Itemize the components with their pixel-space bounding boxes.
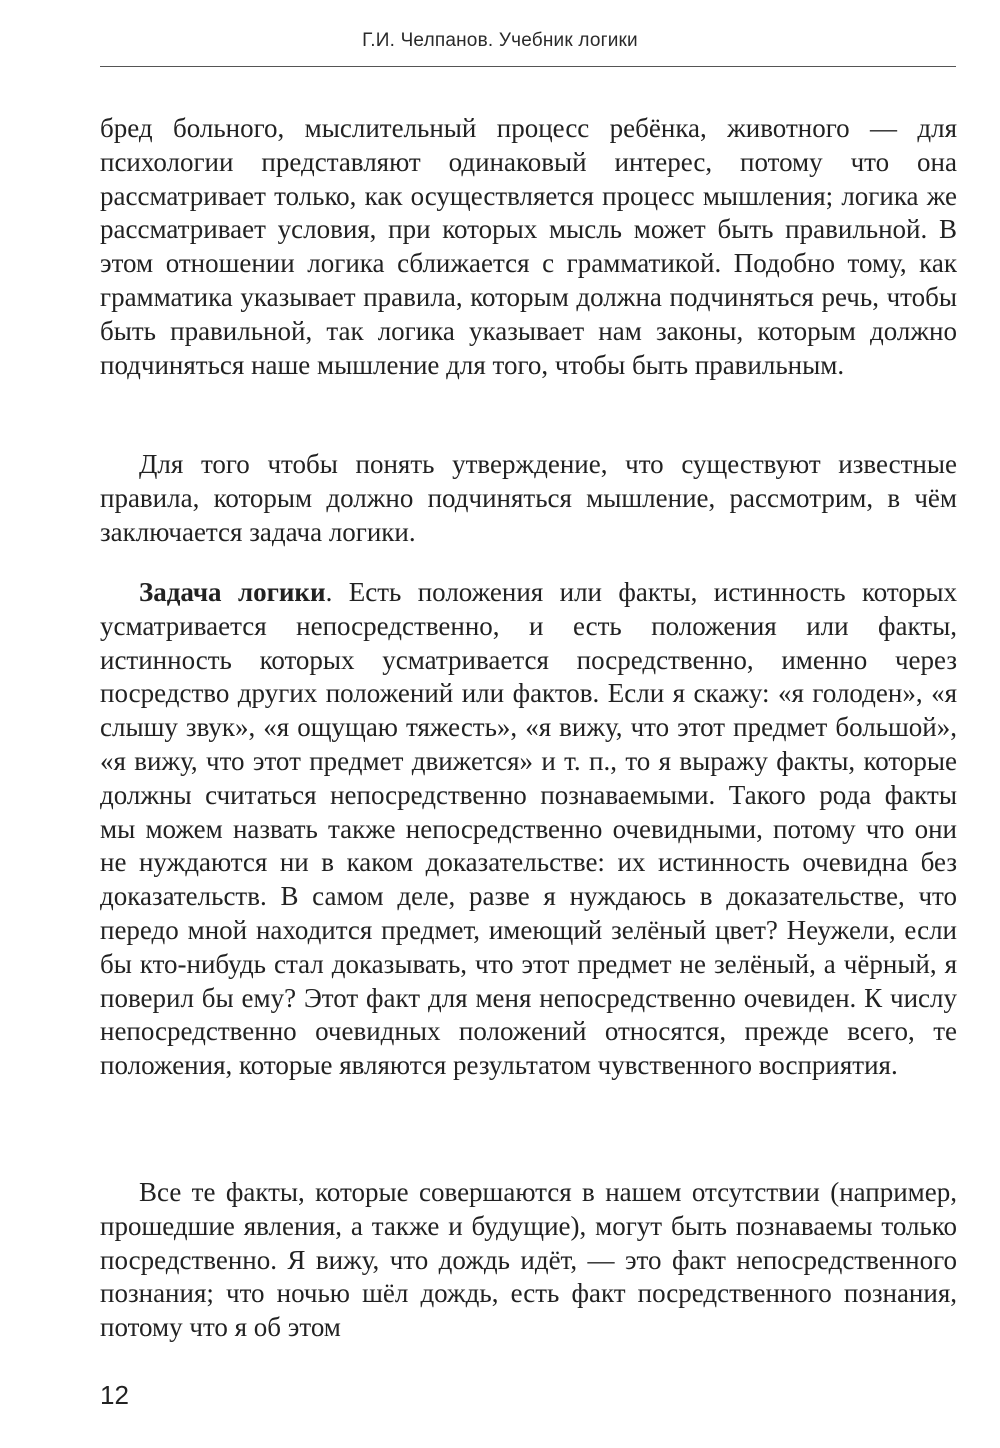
paragraph-2 — [100, 448, 957, 549]
header-rule — [100, 66, 956, 67]
paragraph-3 — [100, 576, 957, 1083]
page-number: 12 — [100, 1380, 129, 1410]
paragraph-continuation — [100, 112, 957, 382]
paragraph-3-text: . Есть положения или факты, истинность которых усматривается непосредственно, и есть положения или факты, истинность которых усматривается посредственно, именно через посредство других положений или фактов. Если я скажу: «я голоден», «я слышу звук», «я ощущаю тяжесть», «я вижу, что этот предмет большой», «я вижу, что этот предмет движется» и т. п., то я выражу факты, которые должны считаться непосредственно познаваемыми. Такого рода факты мы можем назвать также непосредственно очевидными, потому что они не нуждаются ни в каком доказательстве: их истинность очевидна без доказательств. В самом деле, разве я нуждаюсь в доказательстве, что передо мной находится предмет, имеющий зелёный цвет? Неужели, если бы кто-нибудь стал доказывать, что этот предмет не зелёный, а чёрный, я поверил бы ему? Этот факт для меня непосредственно очевиден. К числу непосредственно очевидных положений относятся, прежде всего, те положения, которые являются результатом чувственного восприятия. — [100, 577, 958, 1081]
paragraph-2-text: Для того чтобы понять утверждение, что существуют известные правила, которым должно подчиняться мышление, рассмотрим, в чём заключается задача логики. — [100, 449, 957, 547]
section-task-of-logic — [100, 576, 957, 1083]
section-heading: Задача логики — [139, 577, 326, 607]
paragraph-1-text: бред больного, мыслительный процесс ребёнка, животного — для психологии представляют одинаковый интерес, потому что она рассматривает только, как осуществляется процесс мышления; логика же рассматривает условия, при которых мысль может быть правильной. В этом отношении логика сближается с грамматикой. Подобно тому, как грамматика указывает правила, которым должна подчиняться речь, чтобы быть правильной, так логика указывает нам законы, которым должно подчиняться наше мышление для того, чтобы быть правильным. — [100, 113, 957, 380]
paragraph-4 — [100, 1176, 957, 1345]
running-head: Г.И. Челпанов. Учебник логики — [362, 30, 638, 51]
paragraph-4-text: Все те факты, которые совершаются в нашем отсутствии (например, прошедшие явления, а также и будущие), могут быть познаваемы только посредственно. Я вижу, что дождь идёт, — это факт непосредственного познания; что ночью шёл дождь, есть факт посредственного познания, потому что я об этом — [100, 1177, 957, 1343]
